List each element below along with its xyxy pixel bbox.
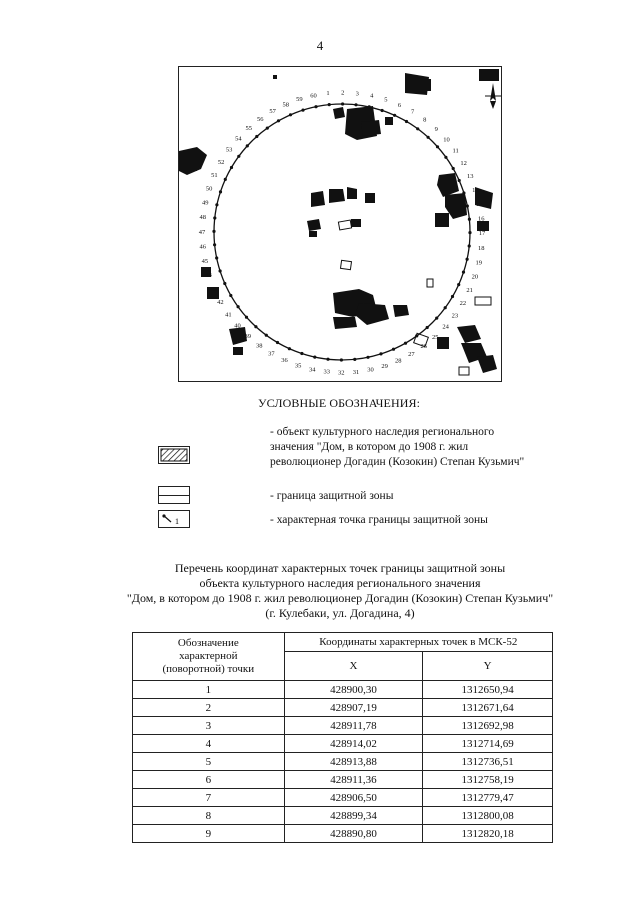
map-buildings <box>179 69 499 373</box>
legend-symbol-zone-boundary <box>158 486 190 504</box>
y-cell: 1312800,08 <box>423 807 553 825</box>
y-cell: 1312736,51 <box>423 753 553 771</box>
boundary-point-label: 48 <box>199 214 207 222</box>
header-line3: (поворотной) точки <box>162 663 255 675</box>
map-figure <box>178 66 502 382</box>
coordinates-heading <box>60 561 620 621</box>
boundary-point-label: 20 <box>471 273 479 281</box>
boundary-point-label: 29 <box>381 362 388 370</box>
boundary-point-marker <box>213 216 216 219</box>
boundary-point-label: 5 <box>384 96 388 104</box>
boundary-point-marker <box>328 103 331 106</box>
boundary-point-marker <box>230 166 233 169</box>
boundary-point-marker <box>366 356 369 359</box>
table-row <box>133 681 553 699</box>
boundary-point-marker <box>288 347 291 350</box>
boundary-point-marker <box>276 341 279 344</box>
boundary-point-label: 2 <box>341 89 345 97</box>
boundary-point-label: 39 <box>244 333 252 341</box>
boundary-point-marker <box>314 105 317 108</box>
x-cell: 428906,50 <box>284 789 423 807</box>
boundary-point-marker <box>301 109 304 112</box>
table-row <box>133 807 553 825</box>
boundary-point-label: 32 <box>338 369 345 377</box>
boundary-point-label: 28 <box>395 357 402 365</box>
boundary-point-marker <box>246 144 249 147</box>
x-cell: 428914,02 <box>284 735 423 753</box>
table-row <box>133 717 553 735</box>
boundary-point-label: 26 <box>420 343 428 351</box>
boundary-point-label: 24 <box>442 323 449 331</box>
boundary-point-marker <box>458 179 461 182</box>
boundary-point-label: 47 <box>198 228 206 236</box>
boundary-point-marker <box>237 155 240 158</box>
boundary-point-marker <box>462 271 465 274</box>
page-number: 4 <box>316 38 324 53</box>
boundary-point-marker <box>416 127 419 130</box>
table-row <box>133 699 553 717</box>
boundary-point-label: 53 <box>225 146 233 154</box>
heading-line4: (г. Кулебаки, ул. Догадина, 4) <box>265 606 415 620</box>
point-number-cell: 6 <box>133 771 285 789</box>
boundary-point-marker <box>452 167 455 170</box>
boundary-point-marker <box>462 191 465 194</box>
boundary-point-label: 51 <box>211 172 218 179</box>
legend-title: УСЛОВНЫЕ ОБОЗНАЧЕНИЯ: <box>258 396 421 410</box>
boundary-point-label: 50 <box>205 185 213 193</box>
boundary-point-label: 38 <box>255 342 263 350</box>
boundary-point-symbol-label: 1 <box>175 517 179 526</box>
boundary-point-marker <box>426 326 429 329</box>
boundary-point-label: 45 <box>201 258 209 265</box>
boundary-point-label: 30 <box>367 366 374 374</box>
boundary-point-marker <box>219 190 222 193</box>
x-cell: 428900,30 <box>284 681 423 699</box>
hatch-icon <box>159 447 189 463</box>
boundary-point-marker <box>354 103 357 106</box>
table-row <box>133 771 553 789</box>
y-cell: 1312820,18 <box>423 825 553 843</box>
boundary-point-marker <box>468 231 471 234</box>
heading-line3: "Дом, в котором до 1908 г. жил революционер Догадин (Козокин) Степан Кузьмич" <box>126 591 554 605</box>
y-cell: 1312758,19 <box>423 771 553 789</box>
boundary-point-marker <box>427 136 430 139</box>
boundary-point-label: 15 <box>475 201 483 208</box>
boundary-point-marker <box>213 243 216 246</box>
legend-symbol-boundary-point <box>158 510 190 528</box>
header-line1: Обозначение <box>177 637 239 649</box>
boundary-point-label: 8 <box>423 116 427 124</box>
boundary-point-marker <box>265 334 268 337</box>
point-designation-header <box>133 633 285 681</box>
boundary-point-marker <box>219 269 222 272</box>
boundary-point-label: 16 <box>478 215 485 223</box>
x-cell: 428911,78 <box>284 717 423 735</box>
table-row <box>133 825 553 843</box>
legend-item1-line3: революционер Догадин (Козокин) Степан Кузьмич" <box>270 456 525 468</box>
x-cell: 428907,19 <box>284 699 423 717</box>
boundary-point-marker <box>254 325 257 328</box>
boundary-point-label: 43 <box>210 285 218 293</box>
boundary-point-label: 31 <box>352 368 360 376</box>
y-cell: 1312714,69 <box>423 735 553 753</box>
point-number-cell: 8 <box>133 807 285 825</box>
boundary-point-label: 17 <box>478 230 486 238</box>
boundary-point-marker <box>212 230 215 233</box>
boundary-point-marker <box>289 113 292 116</box>
boundary-point-marker <box>277 119 280 122</box>
coordinates-table-body <box>133 681 553 843</box>
boundary-point-label: 44 <box>205 272 212 280</box>
boundary-point-label: 27 <box>408 351 415 359</box>
point-number-cell: 7 <box>133 789 285 807</box>
x-cell: 428913,88 <box>284 753 423 771</box>
boundary-point-marker <box>415 334 418 337</box>
boundary-point-label: 34 <box>308 366 316 374</box>
heading-line2: объекта культурного наследия регионального значения <box>199 576 481 590</box>
boundary-point-label: 7 <box>410 108 415 116</box>
boundary-point-label: 23 <box>451 312 459 320</box>
boundary-point-label: 11 <box>452 147 459 155</box>
boundary-point-label: 59 <box>296 96 303 104</box>
legend-symbol-heritage-object <box>158 446 190 464</box>
boundary-point-marker <box>313 356 316 359</box>
boundary-point-marker <box>466 258 469 261</box>
boundary-point-marker <box>392 348 395 351</box>
boundary-point-marker <box>245 316 248 319</box>
legend-item1-line2: значения "Дом, в котором до 1908 г. жил <box>270 441 469 453</box>
boundary-point-marker <box>353 358 356 361</box>
boundary-point-label: 40 <box>234 322 241 330</box>
boundary-point-label: 41 <box>225 311 232 319</box>
boundary-point-label: 22 <box>459 300 467 308</box>
boundary-point-label: 55 <box>245 125 253 132</box>
boundary-point-label: 9 <box>434 125 438 133</box>
legend-item-zone-boundary: - граница защитной зоны <box>270 490 394 502</box>
boundary-point-label: 46 <box>199 243 206 251</box>
boundary-point-marker <box>341 102 344 105</box>
boundary-point-marker <box>300 352 303 355</box>
boundary-point-marker <box>224 178 227 181</box>
y-column-header: Y <box>423 652 553 681</box>
y-cell: 1312650,94 <box>423 681 553 699</box>
boundary-point-marker <box>405 120 408 123</box>
boundary-point-marker <box>457 283 460 286</box>
boundary-point-label: 18 <box>477 244 485 252</box>
legend-item-boundary-point: - характерная точка границы защитной зоны <box>270 514 488 526</box>
boundary-point-label: 3 <box>355 90 359 98</box>
boundary-point-label: 37 <box>268 350 275 358</box>
boundary-point-label: 36 <box>281 357 288 365</box>
boundary-point-marker <box>381 109 384 112</box>
boundary-point-label: 58 <box>282 101 289 109</box>
boundary-point-label: 14 <box>472 186 479 194</box>
boundary-point-label: 25 <box>431 334 439 341</box>
y-cell: 1312692,98 <box>423 717 553 735</box>
heading-line1: Перечень координат характерных точек границы защитной зоны <box>174 561 506 575</box>
boundary-point-marker <box>444 306 447 309</box>
x-cell: 428899,34 <box>284 807 423 825</box>
boundary-point-label: 56 <box>256 115 264 123</box>
boundary-point-label: 19 <box>475 259 483 267</box>
boundary-point-label: 4 <box>370 92 374 100</box>
point-number-cell: 5 <box>133 753 285 771</box>
boundary-point-marker <box>451 295 454 298</box>
x-cell: 428890,80 <box>284 825 423 843</box>
boundary-point-label: 49 <box>201 199 209 207</box>
x-column-header: X <box>284 652 423 681</box>
legend-item-heritage-object <box>270 425 570 470</box>
boundary-point-label: 21 <box>466 287 473 294</box>
boundary-point-label: 6 <box>397 101 402 109</box>
boundary-point-marker <box>444 156 447 159</box>
legend-item1-line1: - объект культурного наследия регионального <box>270 426 495 438</box>
boundary-point-label: 1 <box>326 90 330 98</box>
boundary-point-marker <box>223 282 226 285</box>
boundary-point-marker <box>436 145 439 148</box>
coordinates-group-header: Координаты характерных точек в МСК-52 <box>284 633 552 652</box>
point-number-cell: 9 <box>133 825 285 843</box>
boundary-point-label: 13 <box>466 173 474 181</box>
north-arrow-icon <box>485 83 501 109</box>
table-row <box>133 735 553 753</box>
zone-line-icon <box>159 495 189 496</box>
boundary-point-label: 12 <box>460 160 467 168</box>
boundary-point-icon <box>159 511 189 527</box>
map-canvas <box>179 67 501 381</box>
boundary-point-label: 42 <box>217 298 224 306</box>
boundary-point-marker <box>326 358 329 361</box>
boundary-point-label: 60 <box>310 92 317 100</box>
coordinates-table <box>132 632 553 843</box>
boundary-point-label: 33 <box>323 368 330 376</box>
boundary-point-marker <box>466 204 469 207</box>
boundary-point-marker <box>340 358 343 361</box>
x-cell: 428911,36 <box>284 771 423 789</box>
header-line2: характерной <box>179 650 238 662</box>
boundary-point-marker <box>393 114 396 117</box>
boundary-point-label: 10 <box>443 136 450 144</box>
boundary-point-marker <box>255 135 258 138</box>
point-number-cell: 4 <box>133 735 285 753</box>
boundary-point-marker <box>404 342 407 345</box>
boundary-point-marker <box>237 305 240 308</box>
y-cell: 1312779,47 <box>423 789 553 807</box>
table-row <box>133 753 553 771</box>
boundary-point-label: 57 <box>269 107 276 115</box>
boundary-point-marker <box>229 294 232 297</box>
boundary-point-marker <box>379 352 382 355</box>
boundary-point-label: 54 <box>235 135 242 143</box>
boundary-point-marker <box>266 127 269 130</box>
table-row <box>133 789 553 807</box>
point-number-cell: 3 <box>133 717 285 735</box>
boundary-point-marker <box>435 317 438 320</box>
point-number-cell: 1 <box>133 681 285 699</box>
point-number-cell: 2 <box>133 699 285 717</box>
boundary-point-label: 52 <box>217 158 225 166</box>
boundary-point-label: 35 <box>294 362 302 370</box>
boundary-point-marker <box>215 256 218 259</box>
boundary-point-marker <box>368 105 371 108</box>
boundary-point-marker <box>468 218 471 221</box>
y-cell: 1312671,64 <box>423 699 553 717</box>
boundary-point-marker <box>215 203 218 206</box>
boundary-point-marker <box>468 244 471 247</box>
